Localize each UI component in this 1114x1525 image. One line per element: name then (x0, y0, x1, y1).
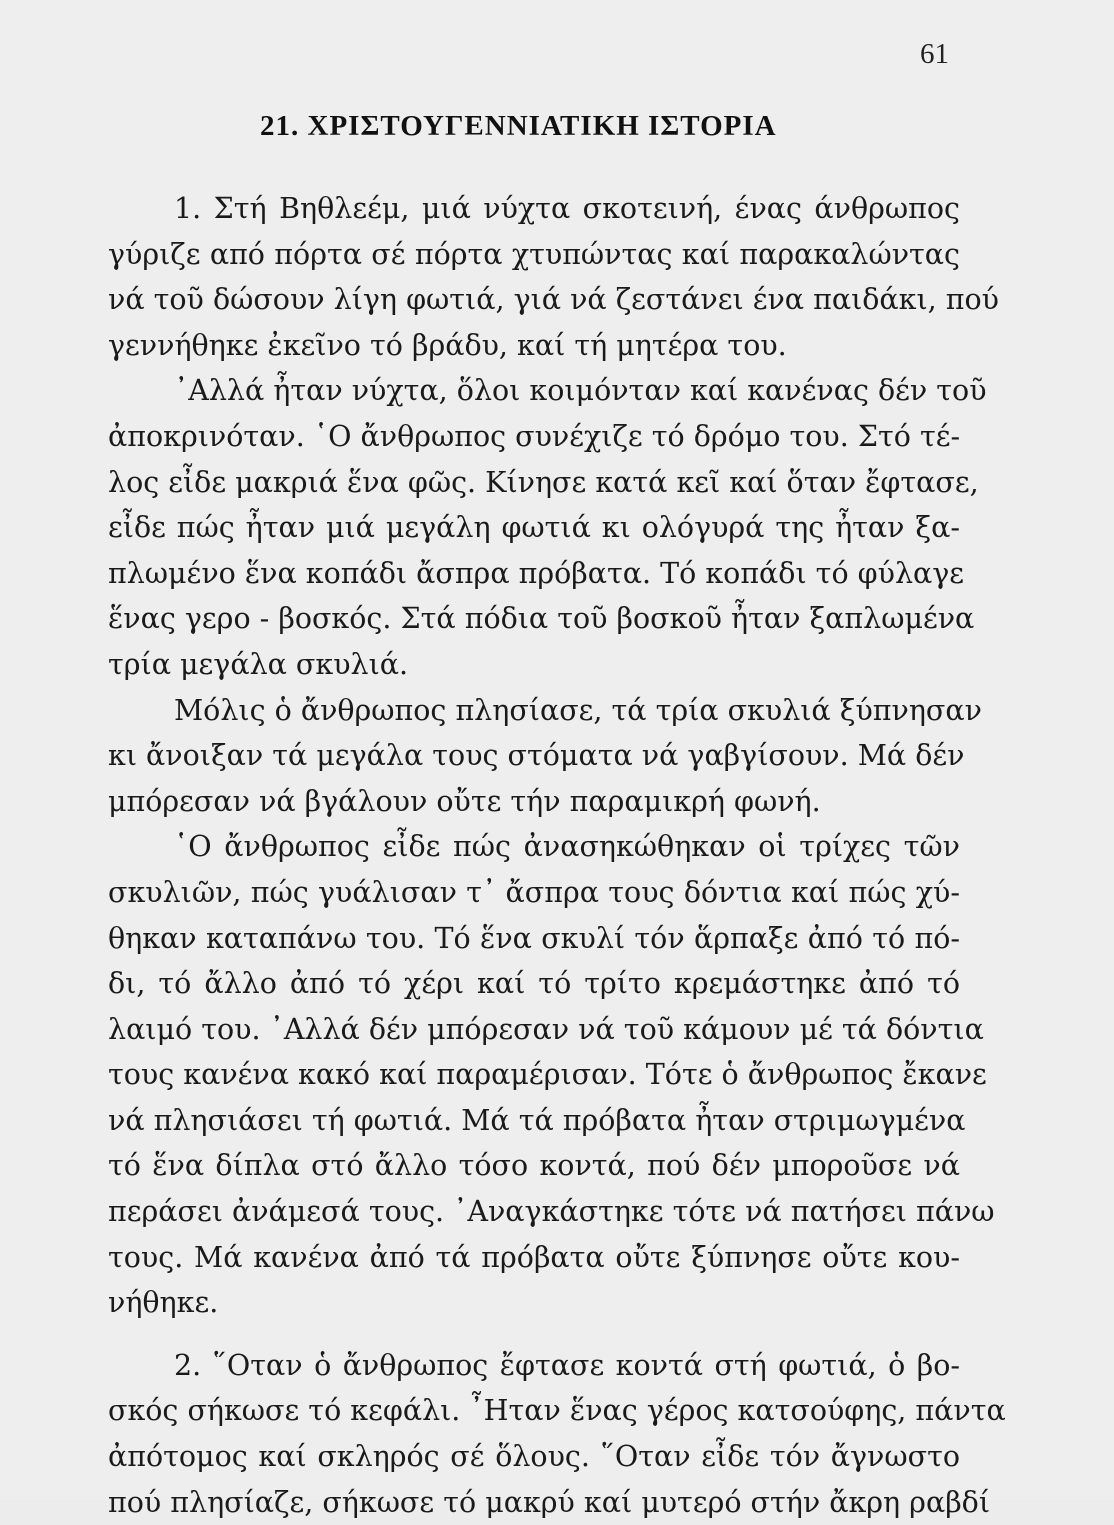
text-line: τους. Μά κανένα ἀπό τά πρόβατα οὔτε ξύπνησε οὔτε κου- (108, 1240, 960, 1274)
paragraph (108, 1343, 1006, 1525)
text-line: σκυλιῶν, πώς γυάλισαν τ᾿ ἄσπρα τους δόντια καί πώς χύ- (108, 875, 960, 909)
paragraph (108, 186, 999, 368)
text-line: λος εἶδε μακριά ἕνα φῶς. Κίνησε κατά κεῖ καί ὅταν ἔφτασε, (108, 465, 979, 499)
text-line: ἀποκρινόταν. ῾Ο ἄνθρωπος συνέχιζε τό δρόμο του. Στό τέ- (108, 419, 961, 453)
text-line: ῾Ο ἄνθρωπος εἶδε πώς ἀνασηκώθηκαν οἱ τρίχες τῶν (174, 830, 960, 864)
text-line: νά πλησιάσει τή φωτιά. Μά τά πρόβατα ἦταν στριμωγμένα (108, 1103, 966, 1137)
text-line: μπόρεσαν νά βγάλουν οὔτε τήν παραμικρή φωνή. (108, 784, 821, 818)
text-line: γύριζε από πόρτα σέ πόρτα χτυπώντας καί παρακαλώντας (108, 237, 960, 271)
body-text (108, 186, 1006, 1525)
text-line: εἶδε πώς ἦταν μιά μεγάλη φωτιά κι ολόγυρά της ἦταν ξα- (108, 511, 960, 545)
text-line: ἀπότομος καί σκληρός σέ ὅλους. ῞Οταν εἶδε τόν ἄγνωστο (108, 1440, 960, 1474)
text-line: λαιμό του. ᾿Αλλά δέν μπόρεσαν νά τοῦ κάμουν μέ τά δόντια (108, 1012, 984, 1046)
chapter-title: 21. ΧΡΙΣΤΟΥΓΕΝΝΙΑΤΙΚΗ ΙΣΤΟΡΙΑ (260, 110, 777, 142)
paragraph (108, 824, 995, 1326)
text-line: πλωμένο ἕνα κοπάδι ἄσπρα πρόβατα. Τό κοπάδι τό φύλαγε (108, 556, 965, 590)
text-line: τρία μεγάλα σκυλιά. (108, 647, 409, 681)
paragraph (108, 688, 982, 825)
section-gap (108, 1326, 960, 1343)
text-line: τό ἕνα δίπλα στό ἄλλο τόσο κοντά, πού δέν μποροῦσε νά (108, 1149, 960, 1183)
text-line: γεννήθηκε ἐκεῖνο τό βράδυ, καί τή μητέρα του. (108, 328, 787, 362)
paragraph (108, 368, 987, 687)
text-line: 1. Στή Βηθλεέμ, μιά νύχτα σκοτεινή, ένας άνθρωπος (174, 192, 960, 225)
text-line: ἕνας γερο - βοσκός. Στά πόδια τοῦ βοσκοῦ ἦταν ξαπλωμένα (108, 602, 975, 636)
text-line: πού πλησίαζε, σήκωσε τό μακρύ καί μυτερό στήν ἄκρη ραβδί (108, 1485, 990, 1519)
text-line: περάσει ἀνάμεσά τους. ᾿Αναγκάστηκε τότε νά πατήσει πάνω (108, 1195, 995, 1229)
text-line: νήθηκε. (108, 1286, 219, 1320)
text-line: δι, τό ἄλλο ἀπό τό χέρι καί τό τρίτο κρεμάστηκε ἀπό τό (108, 967, 960, 1001)
text-line: 2. ῞Οταν ὁ ἄνθρωπος ἔφτασε κοντά στή φωτιά, ὁ βο- (174, 1348, 960, 1382)
text-line: σκός σήκωσε τό κεφάλι. ῏Ηταν ἕνας γέρος κατσούφης, πάντα (108, 1394, 1006, 1428)
text-line: ᾿Αλλά ἦταν νύχτα, ὅλοι κοιμόνταν καί κανένας δέν τοῦ (174, 374, 987, 408)
text-line: κι ἄνοιξαν τά μεγάλα τους στόματα νά γαβγίσουν. Μά δέν (108, 739, 965, 773)
text-line: θηκαν καταπάνω του. Τό ἕνα σκυλί τόν ἅρπαξε ἀπό τό πό- (108, 921, 960, 955)
text-line: νά τοῦ δώσουν λίγη φωτιά, γιά νά ζεστάνει ένα παιδάκι, πού (108, 283, 999, 317)
page-number: 61 (920, 38, 949, 70)
text-line: τους κανένα κακό καί παραμέρισαν. Τότε ὁ ἄνθρωπος ἔκανε (108, 1058, 987, 1092)
text-line: Μόλις ὁ ἄνθρωπος πλησίασε, τά τρία σκυλιά ξύπνησαν (174, 693, 982, 727)
